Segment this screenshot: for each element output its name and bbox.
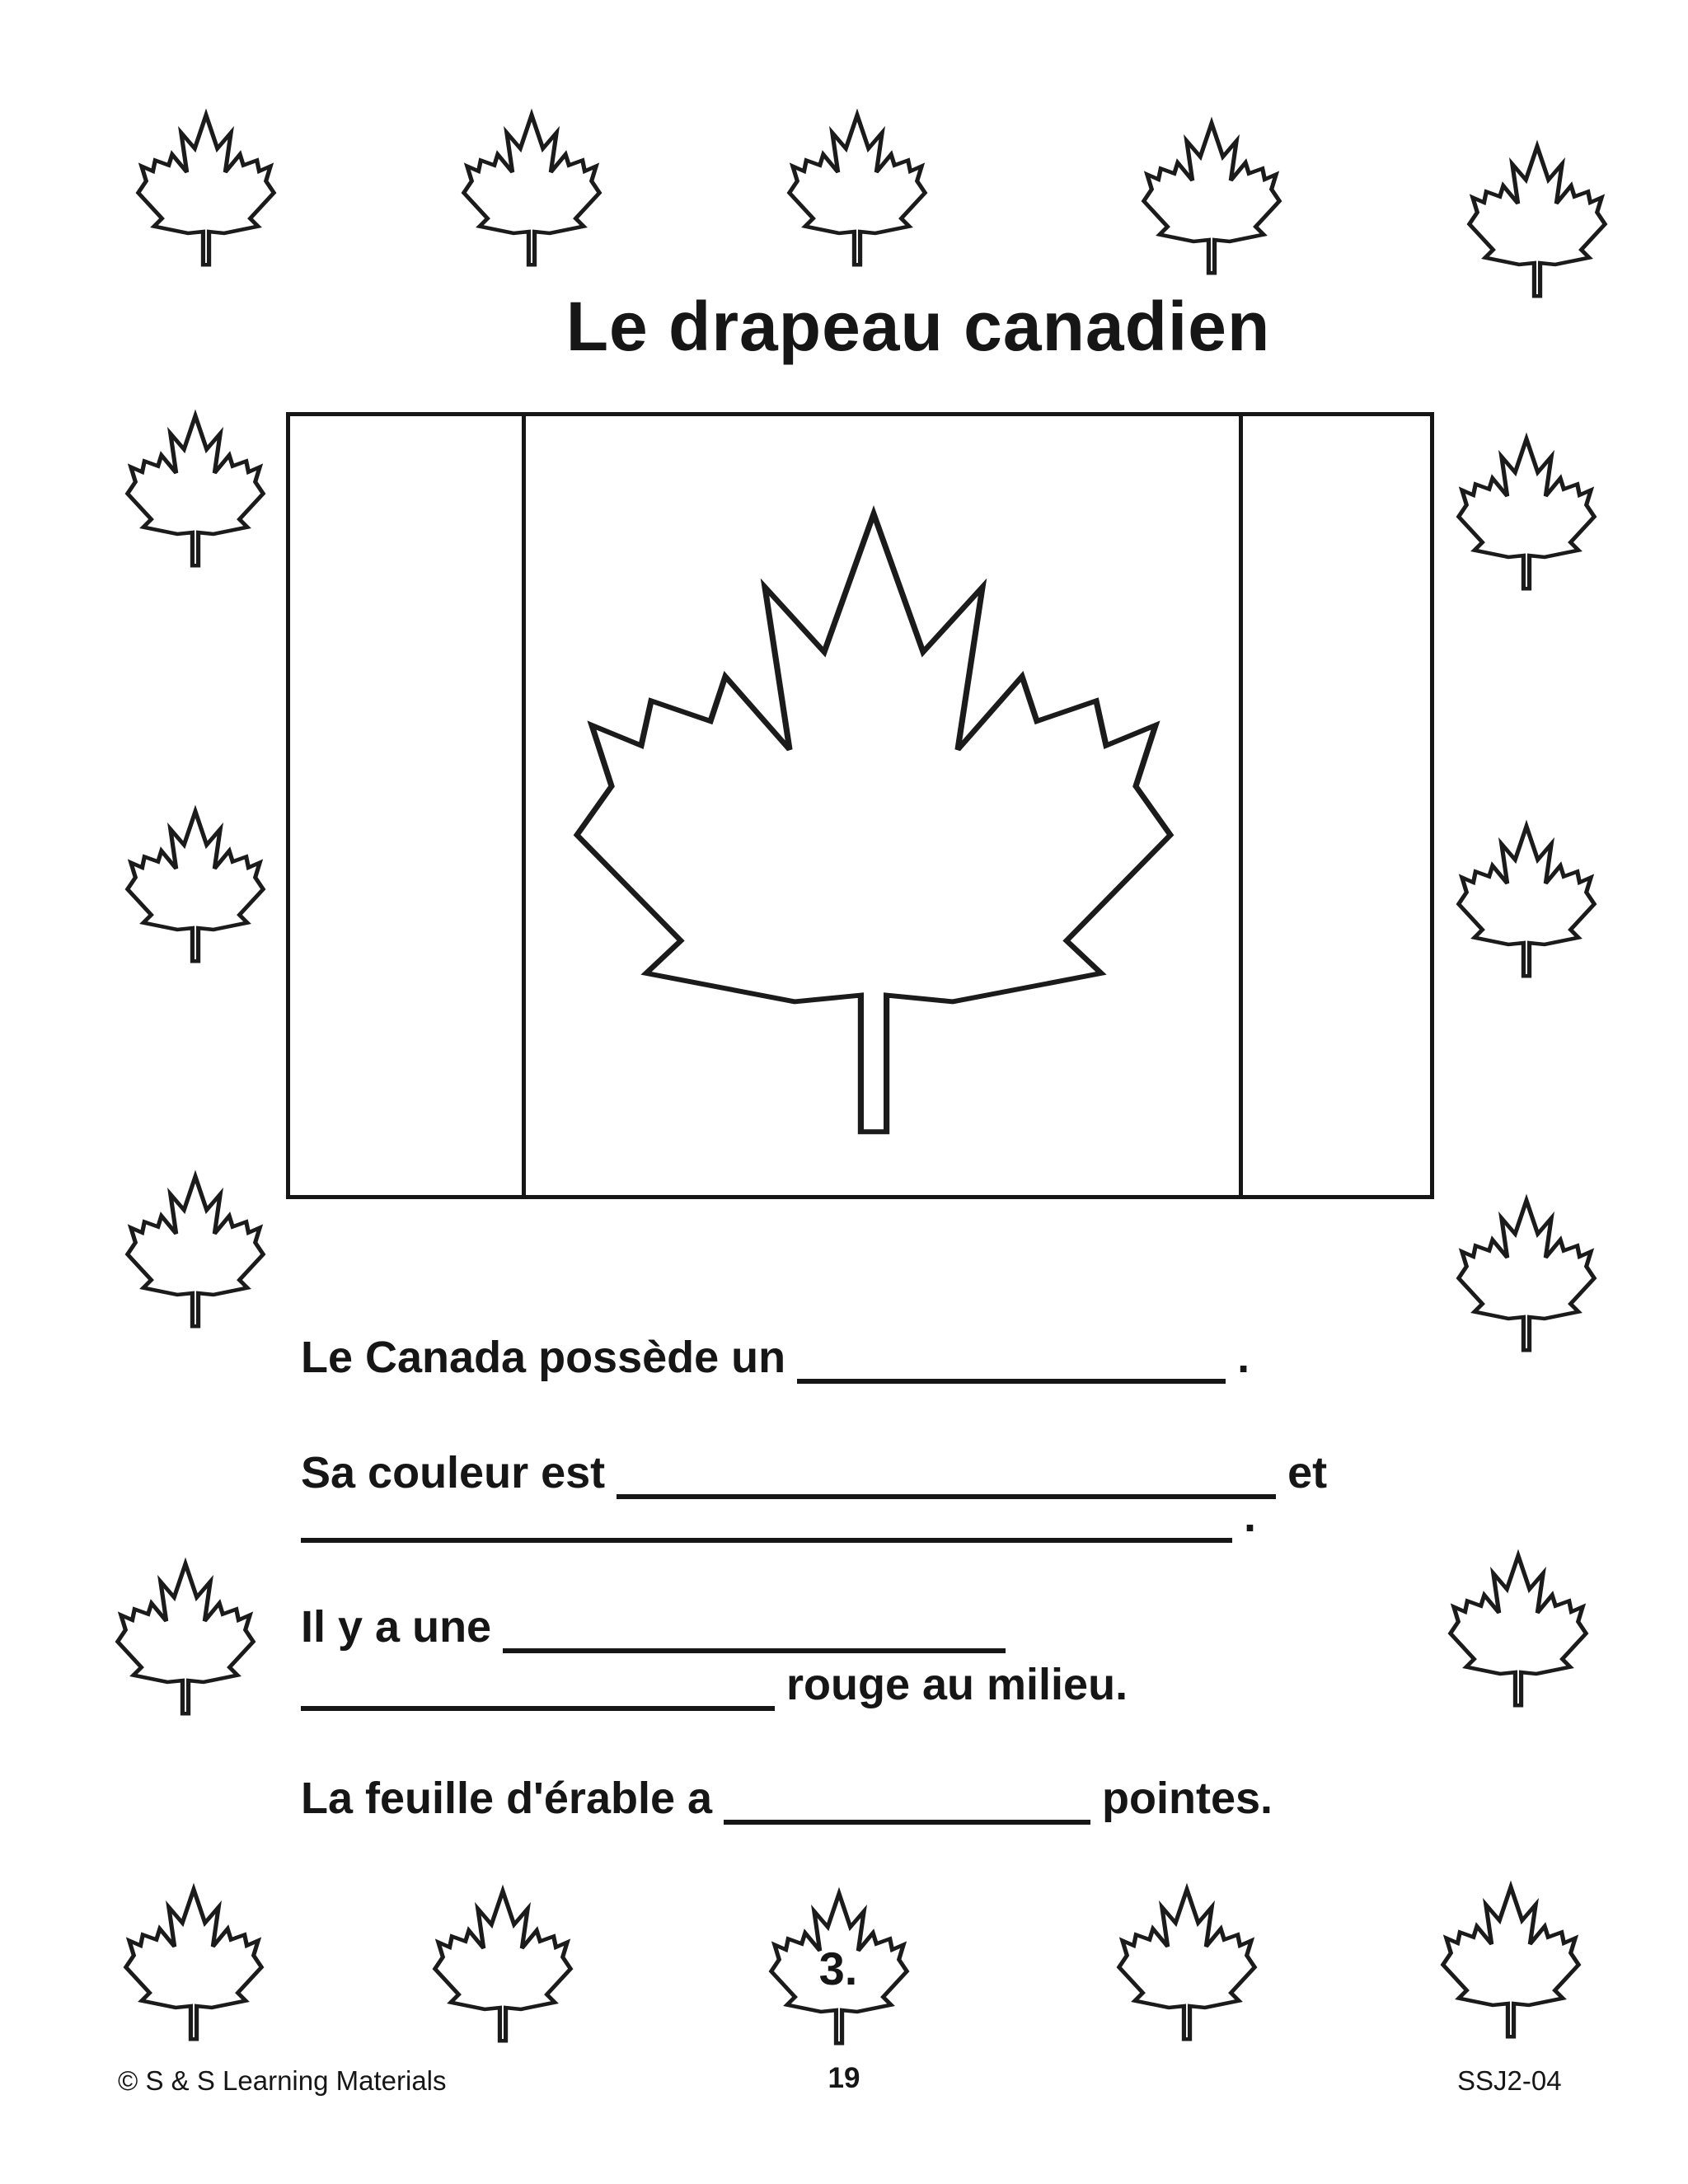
- maple-leaf-icon: [1132, 115, 1291, 277]
- maple-leaf-icon: [1447, 1193, 1606, 1354]
- flag-left-stripe-line: [522, 416, 526, 1195]
- leaf-badge-number: 3.: [818, 1943, 858, 1994]
- maple-leaf-icon: [127, 107, 285, 269]
- sentence-row: [301, 1490, 1256, 1543]
- sentence-text: .: [1244, 1492, 1257, 1541]
- maple-leaf-icon: [115, 1882, 273, 2043]
- sentence-text: rouge au milieu.: [786, 1660, 1128, 1709]
- maple-leaf-icon: [116, 408, 274, 569]
- sentence-text: pointes.: [1102, 1774, 1273, 1823]
- footer-page-number: 19: [828, 2062, 860, 2094]
- maple-leaf-icon: [1432, 1879, 1590, 2041]
- sentence-text: et: [1287, 1448, 1328, 1497]
- maple-leaf-icon: [1458, 138, 1616, 300]
- footer-copyright: © S & S Learning Materials: [118, 2065, 447, 2096]
- maple-leaf-icon: [452, 107, 611, 269]
- fill-in-blank-line: [301, 1490, 1232, 1543]
- sentence-row: [301, 1772, 1273, 1825]
- maple-leaf-icon: [778, 107, 936, 269]
- sentence-text: .: [1237, 1333, 1250, 1382]
- page-title: Le drapeau canadien: [565, 288, 1271, 365]
- fill-in-blank-line: [301, 1658, 775, 1711]
- maple-leaf-icon: [116, 804, 274, 965]
- footer-code: SSJ2-04: [1457, 2065, 1562, 2096]
- maple-leaf-icon: [106, 1556, 265, 1718]
- maple-leaf-icon: [1108, 1882, 1266, 2043]
- fill-in-blank-line: [797, 1331, 1226, 1384]
- sentence-text: Il y a une: [301, 1602, 492, 1652]
- sentence-row: [301, 1601, 1017, 1653]
- sentence-text: Sa couleur est: [301, 1448, 606, 1497]
- maple-leaf-icon: [116, 1169, 274, 1330]
- sentence-row: [301, 1331, 1250, 1384]
- sentence-text: Le Canada possède un: [301, 1333, 786, 1382]
- sentence-row: [301, 1658, 1128, 1711]
- sentence-text: La feuille d'érable a: [301, 1774, 713, 1823]
- maple-leaf-icon: [424, 1883, 582, 2045]
- fill-in-blank-line: [724, 1772, 1090, 1825]
- maple-leaf-icon: [1439, 1548, 1597, 1709]
- flag-right-stripe-line: [1239, 416, 1243, 1195]
- maple-leaf-icon: [1447, 431, 1606, 593]
- maple-leaf-icon: [1447, 818, 1606, 980]
- flag-maple-leaf-icon: [528, 481, 1220, 1148]
- fill-in-blank-line: [503, 1601, 1006, 1653]
